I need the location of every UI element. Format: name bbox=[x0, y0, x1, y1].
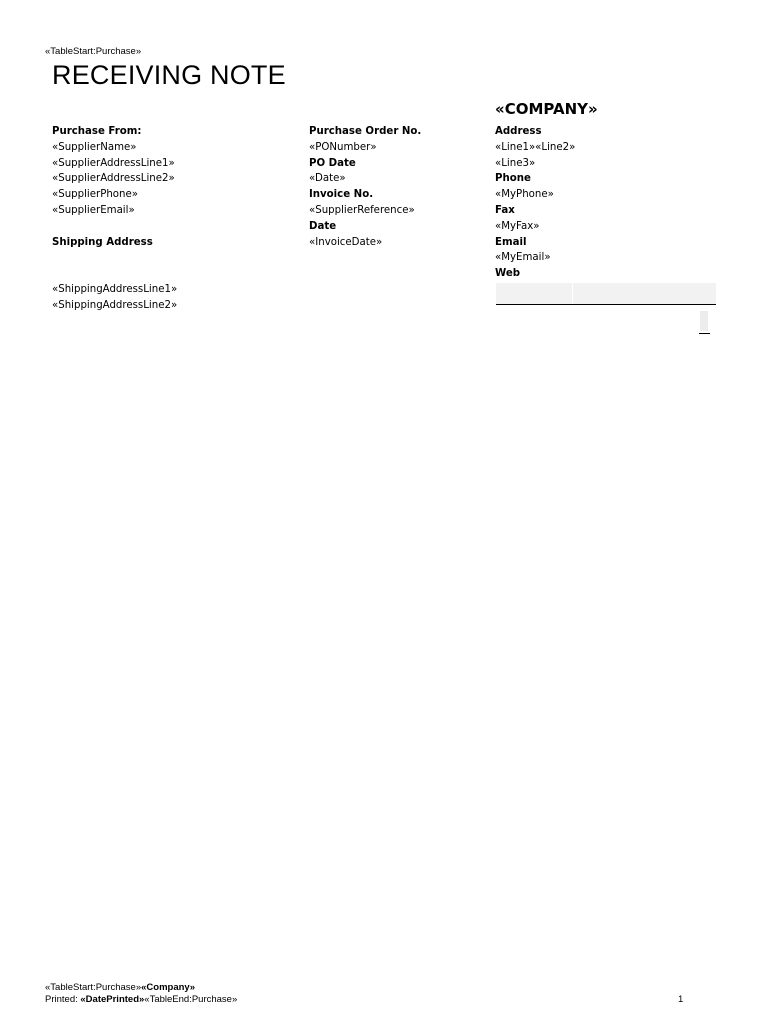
table-header-cell bbox=[573, 283, 716, 304]
company-phone-field: «MyPhone» bbox=[495, 189, 554, 201]
footer-line2 bbox=[45, 994, 237, 1005]
company-email-label: Email bbox=[495, 236, 527, 248]
footer-table-start: «TableStart:Purchase» bbox=[45, 982, 142, 993]
invoice-number-label: Invoice No. bbox=[309, 189, 374, 201]
company-web-label: Web bbox=[495, 268, 521, 280]
spacer bbox=[52, 219, 177, 235]
footer-company: «Company» bbox=[141, 982, 195, 993]
invoice-date-field: «InvoiceDate» bbox=[309, 236, 383, 248]
spacer bbox=[52, 250, 177, 282]
supplier-address-line2-field: «SupplierAddressLine2» bbox=[52, 173, 175, 185]
supplier-phone-field: «SupplierPhone» bbox=[52, 189, 138, 201]
table-header-rule bbox=[496, 304, 716, 305]
supplier-name-field: «SupplierName» bbox=[52, 141, 137, 153]
po-number-field: «PONumber» bbox=[309, 141, 377, 153]
company-name: «COMPANY» bbox=[495, 100, 598, 118]
footer-line1 bbox=[45, 982, 195, 993]
page-title: RECEIVING NOTE bbox=[52, 60, 286, 90]
shipping-address-line1-field: «ShippingAddressLine1» bbox=[52, 283, 178, 295]
po-number-label: Purchase Order No. bbox=[309, 126, 422, 137]
company-fax-field: «MyFax» bbox=[495, 220, 540, 232]
po-date-field: «Date» bbox=[309, 173, 346, 185]
company-address-label: Address bbox=[495, 126, 542, 137]
page-number: 1 bbox=[678, 994, 684, 1005]
shipping-address-line2-field: «ShippingAddressLine2» bbox=[52, 299, 178, 311]
footer-date-printed: «DatePrinted» bbox=[80, 994, 145, 1005]
company-address-line3-field: «Line3» bbox=[495, 157, 536, 169]
supplier-address-line1-field: «SupplierAddressLine1» bbox=[52, 157, 175, 169]
company-address-line12-field: «Line1»«Line2» bbox=[495, 141, 576, 153]
table-header-cell bbox=[496, 283, 572, 304]
footer-table-end: «TableEnd:Purchase» bbox=[144, 994, 238, 1005]
purchase-from-label: Purchase From: bbox=[52, 126, 142, 137]
table-cell-rule bbox=[699, 333, 710, 334]
invoice-date-label: Date bbox=[309, 220, 337, 232]
company-email-field: «MyEmail» bbox=[495, 252, 551, 264]
footer-printed-label: Printed: bbox=[45, 994, 81, 1005]
supplier-email-field: «SupplierEmail» bbox=[52, 204, 135, 216]
company-fax-label: Fax bbox=[495, 204, 515, 216]
invoice-number-field: «SupplierReference» bbox=[309, 204, 415, 216]
company-info-block bbox=[495, 124, 575, 282]
company-phone-label: Phone bbox=[495, 173, 531, 185]
shipping-address-label: Shipping Address bbox=[52, 236, 153, 248]
order-block bbox=[309, 124, 421, 250]
table-cell-remnant bbox=[700, 311, 708, 331]
table-start-marker: «TableStart:Purchase» bbox=[45, 46, 142, 57]
po-date-label: PO Date bbox=[309, 157, 356, 169]
supplier-block bbox=[52, 124, 177, 314]
